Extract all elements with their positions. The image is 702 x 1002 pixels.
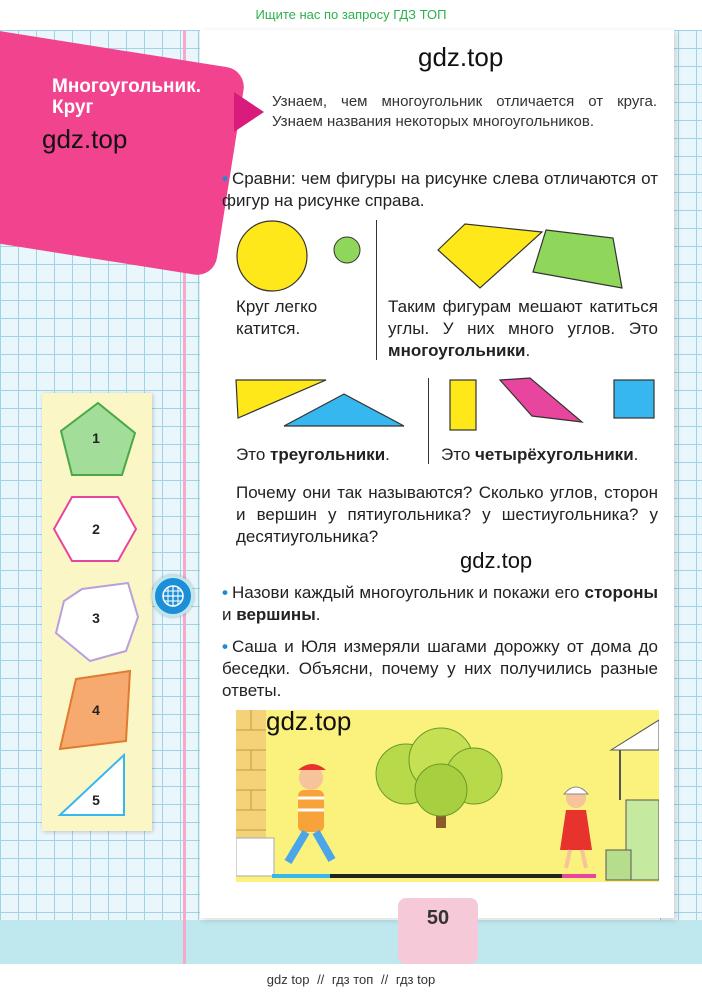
- bottom-band: [0, 920, 702, 964]
- watermark: gdz.top: [460, 548, 533, 573]
- globe-icon[interactable]: [152, 575, 194, 617]
- triangles-caption: [236, 444, 390, 466]
- triangles-caption-bold: треугольники: [270, 445, 386, 464]
- watermark: gdz.top: [266, 706, 352, 736]
- polygon-caption-text: Таким фигурам мешают катиться углы. У них много углов. Это: [388, 297, 658, 338]
- name-task-end: .: [315, 605, 321, 624]
- compare-task: [222, 168, 658, 212]
- big-circle-shape: [237, 221, 307, 291]
- page-number: 50: [398, 898, 478, 964]
- boy-figure: [288, 764, 332, 862]
- shape-number: 4: [92, 702, 100, 718]
- footer-link[interactable]: гдз топ: [331, 972, 374, 987]
- yellow-rectangle-shape: [450, 380, 476, 430]
- path-segment: [330, 874, 562, 878]
- walk-task: [222, 636, 658, 702]
- polygon-caption-end: .: [525, 341, 531, 360]
- blue-triangle-shape: [284, 394, 404, 426]
- shapes-row-lower: [232, 372, 662, 432]
- numbered-shapes-card: [42, 393, 152, 831]
- triangle-arrow-icon: [234, 92, 264, 132]
- footer-link[interactable]: гдз top: [395, 972, 436, 987]
- blue-square-shape: [614, 380, 654, 418]
- small-circle-shape: [334, 237, 360, 263]
- polygon-caption-bold: многоугольники: [388, 341, 526, 360]
- walk-task-text: Саша и Юля измеряли шагами дорожку от дома до беседки. Объясни, почему у них получились разные ответы.: [222, 637, 658, 700]
- path-blue-segment: [272, 874, 330, 878]
- lesson-title-line2: Круг: [52, 97, 94, 118]
- quads-caption-prefix: Это: [441, 445, 475, 464]
- intro-text: Узнаем, чем многоугольник отличается от круга. Узнаем названия некоторых многоугольников.: [272, 93, 657, 130]
- footer-link[interactable]: gdz top: [266, 972, 310, 987]
- globe-icon-graphic: [155, 578, 191, 614]
- triangles-caption-prefix: Это: [236, 445, 270, 464]
- house-step: [236, 838, 274, 876]
- circle-caption: Круг легко катится.: [236, 297, 318, 338]
- shape-number: 5: [92, 792, 100, 808]
- top-banner: Ищите нас по запросу ГДЗ ТОП: [0, 0, 702, 30]
- lesson-title: [52, 76, 222, 118]
- footer-separator: //: [380, 972, 389, 987]
- green-quad-shape: [533, 230, 622, 288]
- quads-caption: [441, 444, 638, 466]
- numbered-shapes: [42, 393, 152, 831]
- name-task-text: Назови каждый многоугольник и покажи его: [231, 583, 585, 602]
- name-task-bold1: стороны: [584, 583, 658, 602]
- pink-quad-shape: [500, 378, 582, 422]
- tree: [376, 728, 502, 828]
- separator: [376, 220, 377, 360]
- bullet-icon: •: [222, 583, 228, 602]
- name-task-bold2: вершины: [236, 605, 316, 624]
- name-task-mid: и: [222, 605, 237, 624]
- footer: [0, 972, 702, 987]
- shape-number: 1: [92, 430, 100, 446]
- compare-task-text: Сравни: чем фигуры на рисунке слева отличаются от фигур на рисунке справа.: [222, 169, 658, 210]
- shapes-row-upper: [230, 216, 662, 292]
- bullet-icon: •: [222, 169, 228, 188]
- quads-caption-end: .: [633, 445, 639, 464]
- girl-figure: [560, 787, 592, 868]
- separator: [428, 378, 429, 464]
- name-task: [222, 582, 658, 626]
- shape-number: 2: [92, 521, 100, 537]
- polygon-caption: [388, 296, 658, 362]
- bullet-icon: •: [222, 637, 228, 656]
- watermark: gdz.top: [418, 42, 504, 72]
- gazebo: [606, 720, 659, 880]
- lesson-title-line1: Многоугольник.: [52, 76, 201, 97]
- watermark: gdz.top: [42, 124, 128, 154]
- yellow-polygon-shape: [438, 224, 542, 288]
- shape-number: 3: [92, 610, 100, 626]
- triangles-caption-end: .: [385, 445, 390, 464]
- footer-separator: //: [317, 972, 325, 987]
- quads-caption-bold: четырёхугольники: [475, 445, 634, 464]
- questions-text: Почему они так называются? Сколько углов, сторон и вершин у пятиугольника? у шестиугольника? у десятиугольника?: [236, 483, 658, 546]
- path-pink-segment: [562, 874, 596, 878]
